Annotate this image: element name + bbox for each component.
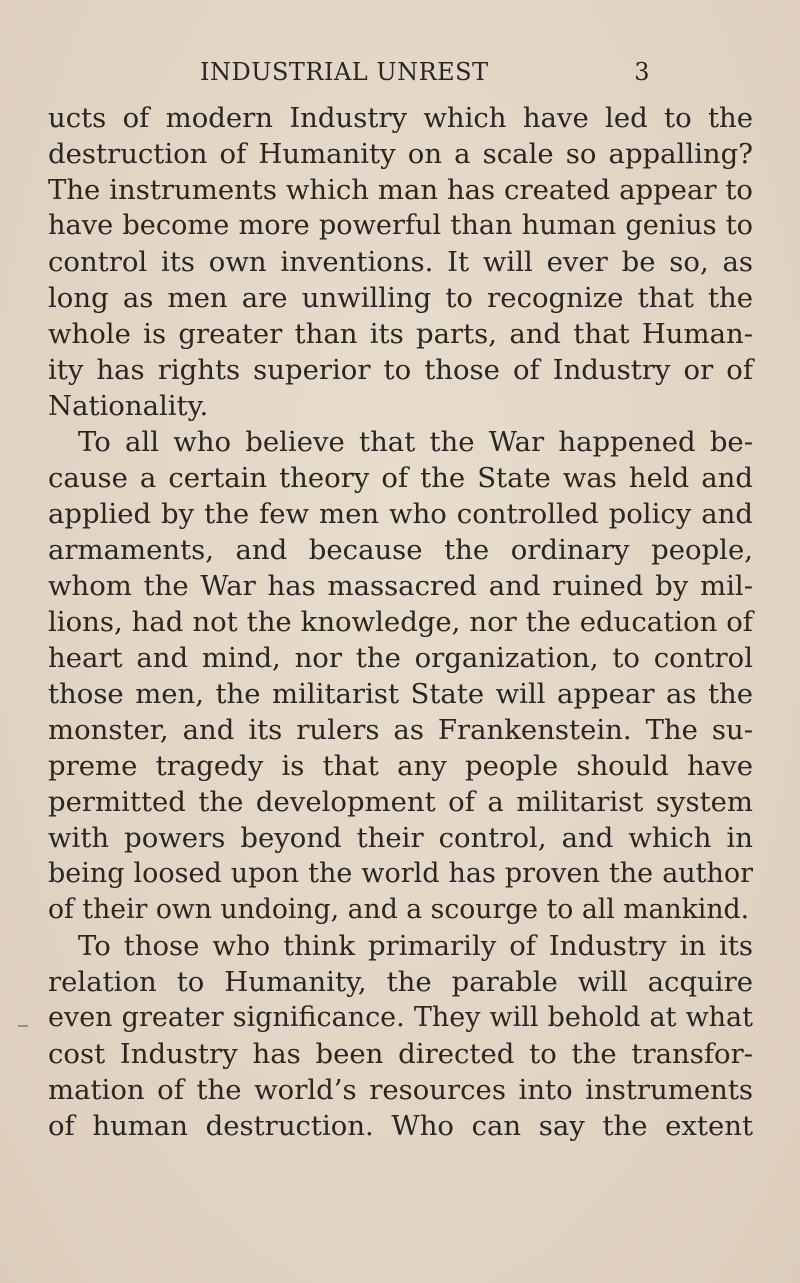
text-line: those men, the militarist State will appear as the [48, 678, 753, 710]
text-line: have become more powerful than human genius to [48, 210, 753, 241]
text-line: To those who think primarily of Industry in its [78, 930, 753, 962]
text-line: cause a certain theory of the State was held and [48, 462, 753, 494]
scan-mark [18, 1025, 28, 1027]
text-line: control its own inventions. It will ever be so, as [48, 246, 753, 278]
text-line: cost Industry has been directed to the transfor- [48, 1038, 753, 1070]
body-text [48, 100, 753, 1144]
text-line: with powers beyond their control, and which in [48, 822, 753, 854]
text-line: long as men are unwilling to recognize that the [48, 282, 753, 314]
page-number: 3 [634, 58, 650, 86]
text-line: To all who believe that the War happened be- [78, 426, 753, 458]
text-line: lions, had not the knowledge, nor the education of [48, 606, 753, 638]
text-line: permitted the development of a militarist system [48, 786, 753, 818]
text-line: whom the War has massacred and ruined by mil- [48, 570, 753, 602]
running-title: INDUSTRIAL UNREST [200, 58, 489, 86]
text-line: preme tragedy is that any people should have [48, 750, 753, 782]
text-line: of their own undoing, and a scourge to all mankind. [48, 894, 750, 925]
text-line: whole is greater than its parts, and that Human- [48, 318, 753, 350]
text-line: ity has rights superior to those of Industry or of [48, 354, 753, 386]
text-line: ucts of modern Industry which have led to the [48, 102, 753, 134]
text-line: armaments, and because the ordinary people, [48, 534, 753, 566]
text-line: mation of the world’s resources into instruments [48, 1074, 753, 1106]
text-line: The instruments which man has created appear to [48, 174, 753, 206]
text-line: applied by the few men who controlled policy and [48, 498, 753, 530]
text-line: even greater significance. They will behold at what [48, 1002, 753, 1033]
text-line: relation to Humanity, the parable will acquire [48, 966, 753, 998]
text-line: heart and mind, nor the organization, to control [48, 642, 753, 674]
text-line: monster, and its rulers as Frankenstein. The su- [48, 714, 753, 746]
text-line: of human destruction. Who can say the extent [48, 1110, 753, 1142]
text-line: Nationality. [48, 390, 209, 422]
running-head [200, 54, 650, 90]
paragraph-2 [48, 424, 753, 928]
text-line: destruction of Humanity on a scale so appalling? [48, 138, 753, 170]
paragraph-3 [48, 928, 753, 1144]
text-line: being loosed upon the world has proven the author [48, 858, 753, 889]
paragraph-1 [48, 100, 753, 424]
